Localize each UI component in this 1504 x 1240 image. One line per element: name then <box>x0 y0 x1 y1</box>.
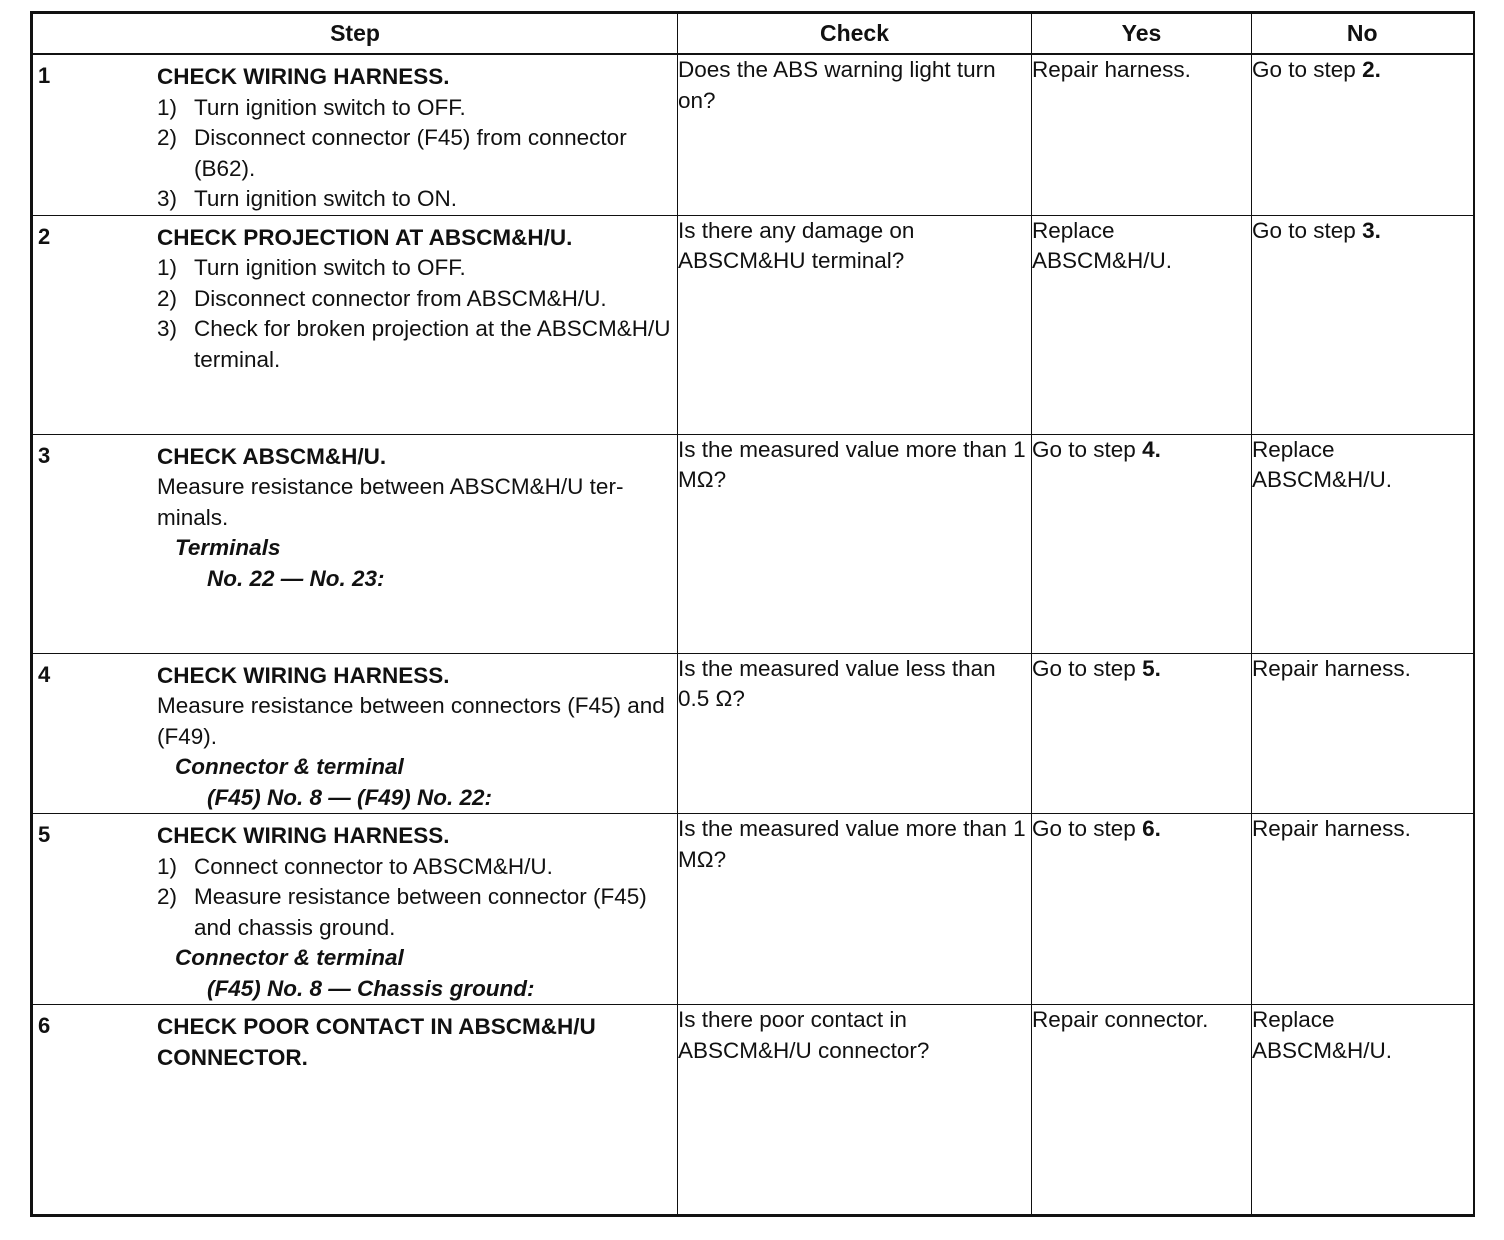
step-cell <box>32 54 678 215</box>
table-row <box>32 653 1474 814</box>
check-cell: Is there any damage on ABSCM&HU terminal? <box>678 215 1032 434</box>
spec-label: Connector & terminal <box>175 945 404 970</box>
step-number: 6 <box>38 1013 51 1038</box>
step-title: CHECK PROJECTION AT ABSCM&H/U. <box>157 224 573 250</box>
step-title: CHECK WIRING HARNESS. <box>157 823 450 848</box>
yes-cell: Repair harness. <box>1032 54 1252 215</box>
step-reference: 2. <box>1362 57 1381 82</box>
step-reference: 3. <box>1362 217 1381 243</box>
no-cell: Repair harness. <box>1252 653 1474 814</box>
table-row <box>32 814 1474 1005</box>
list-item: 1) Connect connector to ABSCM&H/U. <box>157 853 553 879</box>
no-cell: Go to step 2. <box>1252 54 1474 215</box>
list-item: 3) Turn ignition switch to ON. <box>157 186 458 211</box>
step-cell <box>32 434 678 653</box>
step-instructions <box>157 852 671 944</box>
step-description: Measure resistance between connectors (F45) and (F49). <box>157 693 665 749</box>
no-cell: Replace ABSCM&H/U. <box>1252 1005 1474 1216</box>
step-title: CHECK WIRING HARNESS. <box>157 64 450 89</box>
list-item: 2) Measure resistance between connector (F45) and chassis ground. <box>157 884 647 940</box>
header-step: Step <box>32 13 678 55</box>
step-reference: 4. <box>1142 436 1161 462</box>
step-cell <box>32 1005 678 1216</box>
header-yes: Yes <box>1032 13 1252 55</box>
diagnostic-procedure-table <box>30 11 1475 1217</box>
step-reference: 6. <box>1142 816 1161 841</box>
table-row <box>32 1005 1474 1216</box>
list-item: 1) Turn ignition switch to OFF. <box>157 255 466 280</box>
no-cell: Replace ABSCM&H/U. <box>1252 434 1474 653</box>
spec-label: Connector & terminal <box>175 754 404 779</box>
step-title: CHECK WIRING HARNESS. <box>157 662 450 688</box>
yes-cell: Go to step 4. <box>1032 434 1252 653</box>
step-title: CHECK ABSCM&H/U. <box>157 443 387 469</box>
check-cell: Is the measured value more than 1 MΩ? <box>678 814 1032 1005</box>
spec-value: (F45) No. 8 — Chassis ground: <box>207 975 535 1001</box>
list-item: 2) Disconnect connector from ABSCM&H/U. <box>157 285 607 311</box>
yes-cell: Repair connector. <box>1032 1005 1252 1216</box>
spec-value: (F45) No. 8 — (F49) No. 22: <box>207 784 493 810</box>
check-cell: Is there poor contact in ABSCM&H/U connector? <box>678 1005 1032 1216</box>
step-cell <box>32 215 678 434</box>
step-reference: 5. <box>1142 655 1161 681</box>
list-item: 3) Check for broken projection at the ABSCM&H/U terminal. <box>157 316 671 372</box>
check-cell: Does the ABS warning light turn on? <box>678 54 1032 215</box>
table-row <box>32 215 1474 434</box>
check-cell: Is the measured value more than 1 MΩ? <box>678 434 1032 653</box>
step-number: 5 <box>38 822 51 847</box>
step-number: 4 <box>38 661 51 687</box>
step-number: 2 <box>38 223 51 249</box>
step-cell <box>32 653 678 814</box>
spec-label: Terminals <box>175 535 281 560</box>
list-item: 1) Turn ignition switch to OFF. <box>157 94 466 120</box>
no-cell: Go to step 3. <box>1252 215 1474 434</box>
check-cell: Is the measured value less than 0.5 Ω? <box>678 653 1032 814</box>
header-row <box>32 13 1474 55</box>
step-instructions <box>157 93 671 215</box>
list-item: 2) Disconnect connector (F45) from connector (B62). <box>157 125 627 181</box>
step-cell <box>32 814 678 1005</box>
header-check: Check <box>678 13 1032 55</box>
spec-value: No. 22 — No. 23: <box>207 565 385 591</box>
table-row <box>32 434 1474 653</box>
step-title: CHECK POOR CONTACT IN ABSCM&H/U CONNECTOR. <box>157 1014 596 1070</box>
step-description: Measure resistance between ABSCM&H/U ter-minals. <box>157 474 624 530</box>
yes-cell: Go to step 6. <box>1032 814 1252 1005</box>
step-number: 3 <box>38 442 51 468</box>
no-cell: Repair harness. <box>1252 814 1474 1005</box>
yes-cell: Go to step 5. <box>1032 653 1252 814</box>
yes-cell: Replace ABSCM&H/U. <box>1032 215 1252 434</box>
table-row <box>32 54 1474 215</box>
step-number: 1 <box>38 63 51 88</box>
header-no: No <box>1252 13 1474 55</box>
step-instructions <box>157 253 671 375</box>
